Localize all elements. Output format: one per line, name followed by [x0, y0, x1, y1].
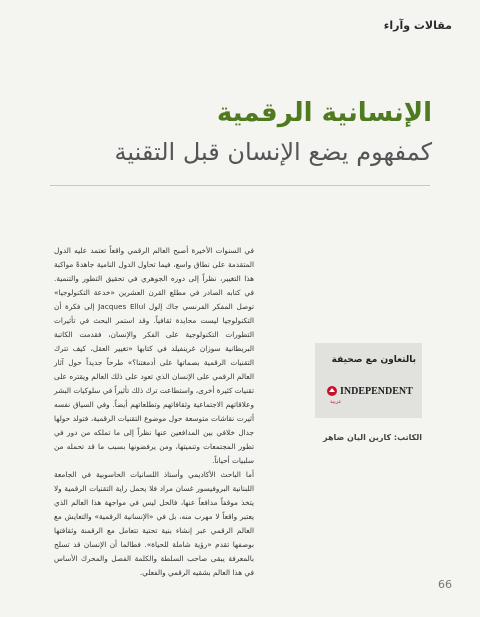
independent-logo-icon	[326, 382, 414, 404]
article-body	[54, 244, 254, 580]
svg-text:عربية: عربية	[330, 399, 342, 404]
article-paragraph: أما الباحث الأكاديمي وأستاذ اللسانيات الحاسوبية في الجامعة اللبنانية البروفيسور غسان مراد فلا يحمل راية التقنيات الرقمية ولا يتخذ موقفاً مدافعاً عنها، فالحل ليس في مواجهة هذا العالم الذي يعتبر واقعاً لا مهرب منه، بل في «الإنسانية الرقمية» والتعايش مع العالم الرقمي عبر إنشاء بنية تحتية تتعامل مع الرقمنة وثقافتها بوصفها تقدم «رؤية شاملة للحياة». فطالما أن الإنسان قد تسلح بالمعرفة يبقى صاحب السلطة والكلمة الفصل والمحرك الأساس في هذا العالم بشقيه الرقمي والفعلي.	[54, 470, 254, 577]
title-divider	[50, 185, 430, 186]
article-subtitle: كمفهوم يضع الإنسان قبل التقنية	[114, 138, 432, 166]
page-number: 66	[438, 578, 452, 591]
collaboration-label: بالتعاون مع صحيفة	[331, 355, 416, 365]
article-title: الإنسانية الرقمية	[216, 98, 432, 128]
section-label: مقالات وآراء	[383, 19, 452, 32]
svg-text:INDEPENDENT: INDEPENDENT	[340, 386, 413, 397]
author-credit: الكاتب: كارين اليان ضاهر	[323, 433, 422, 442]
article-paragraph: في السنوات الأخيرة أصبح العالم الرقمي واقعاً تعتمد عليه الدول المتقدمة على نطاق واسع، فيما تحاول الدول النامية جاهدةً مواكبة هذا التغيير، نظراً إلى دوره الجوهري في تحقيق التطور والتنمية. في كتابه الصادر في مطلع القرن العشرين «خدعة التكنولوجيا» توصل المفكر الفرنسي جاك إلول Jacques Ellul إلى فكرة أن التكنولوجيا ليست محايدة ثقافياً. وقد استمر البحث في تأثيرات التطورات التكنولوجية على الفكر والإنسان، فقدمت الكاتبة البريطانية سوزان غرينفيلد في كتابها «تغيير العقل، كيف تترك التقنيات الرقمية بصماتها على أدمغتنا؟» طرحاً جديداً حول آثار العالم الرقمي على الإنسان الذي تعود على ذلك العالم ويقتره على تقنيات كثيرة أخرى، واستطاعت ترك ذلك تأثيراً في سلوكيات البشر وعلاقاتهم الاجتماعية وثقافاتهم وتطلعاتهم أيضاً. وفي السياق نفسه أثيرت نقاشات متوسعة حول موضوع التقنيات الرقمية، فتولد حولها جدال خلافي بين المدافعين عنها نظراً إلى ما تملكه من دور في تطور المجتمعات وتنميتها، ومن يرفضونها بسبب ما قد تحمله من سلبيات أحياناً.	[54, 246, 254, 465]
collaboration-box	[315, 343, 422, 418]
